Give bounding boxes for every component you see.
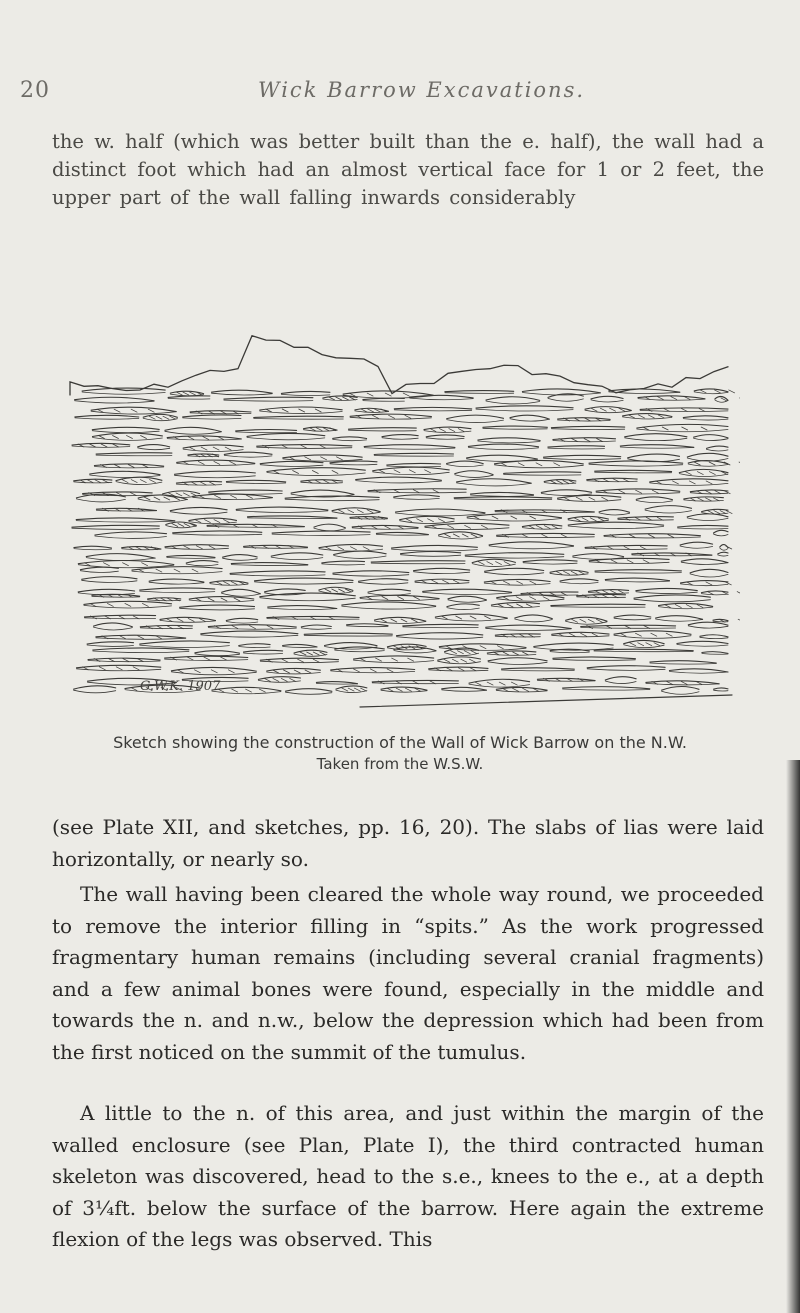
page-number: 20 <box>20 78 50 103</box>
page-header <box>0 78 800 108</box>
page-edge-shadow <box>786 760 800 1313</box>
caption-line-1: Sketch showing the construction of the Wall of Wick Barrow on the N.W. <box>113 733 687 752</box>
caption-line-2: Taken from the W.S.W. <box>316 755 484 773</box>
paragraph-third-skeleton: A little to the n. of this area, and just within the margin of the walled enclosure (see Plan, Plate I), the third contracted human skeleton was discovered, head to the s.e., knees to the e., at a depth of 3¼ft. below the surface of the barrow. Here again the extreme flexion of the legs was observed. This <box>52 1101 764 1251</box>
paragraph-continued: the w. half (which was better built than the e. half), the wall had a distinct foot which had an almost vertical face for 1 or 2 feet, the upper part of the wall falling inwards considerably <box>52 130 764 209</box>
paragraph-interior-filling: The wall having been cleared the whole way round, we proceeded to remove the interior filling in “spits.” As the work progressed fragmentary human remains (including several cranial fragments) and a few animal bones were found, especially in the middle and towards the n. and n.w., below the depression which had been from the first noticed on the summit of the tumulus. <box>52 882 764 1064</box>
figure-caption <box>0 732 800 774</box>
running-title: Wick Barrow Excavations. <box>258 78 586 102</box>
artist-signature: G.W.K. 1907 <box>140 679 221 694</box>
paragraph-plate-reference: (see Plate XII, and sketches, pp. 16, 20). The slabs of lias were laid horizontally, or nearly so. <box>52 815 764 871</box>
wall-sketch-illustration <box>60 335 740 715</box>
